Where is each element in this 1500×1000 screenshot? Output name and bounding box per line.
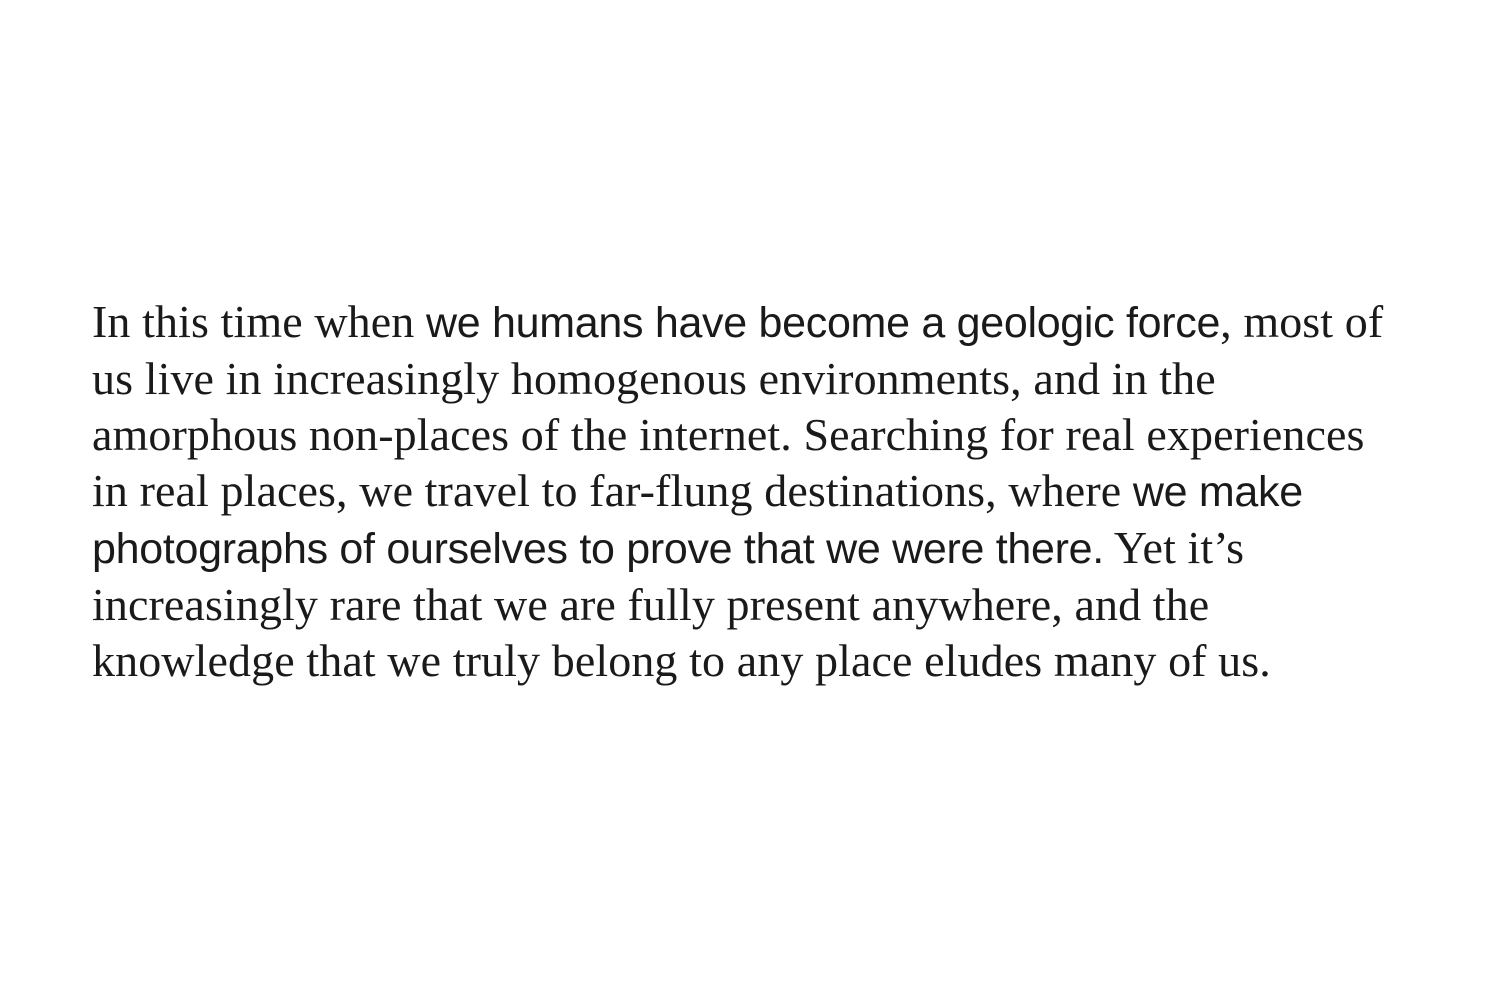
passage-segment-1: In this time when <box>92 296 426 347</box>
passage-segment-2-emphasis: we humans have become a geologic force <box>425 299 1221 347</box>
passage-segment-5: Yet it’s increasingly rare that we are fully present anywhere, and the knowledge that we truly belong to any place eludes many of us. <box>92 522 1271 686</box>
passage-text <box>92 294 1412 689</box>
passage-segment-4-emphasis: we make photographs of ourselves to prove that we were there. <box>92 468 1303 573</box>
passage-segment-3: , most of us live in increasingly homogenous environments, and in the amorphous non-places of the internet. Searching for real experiences in real places, we travel to far-flung destinations, where <box>92 296 1384 516</box>
